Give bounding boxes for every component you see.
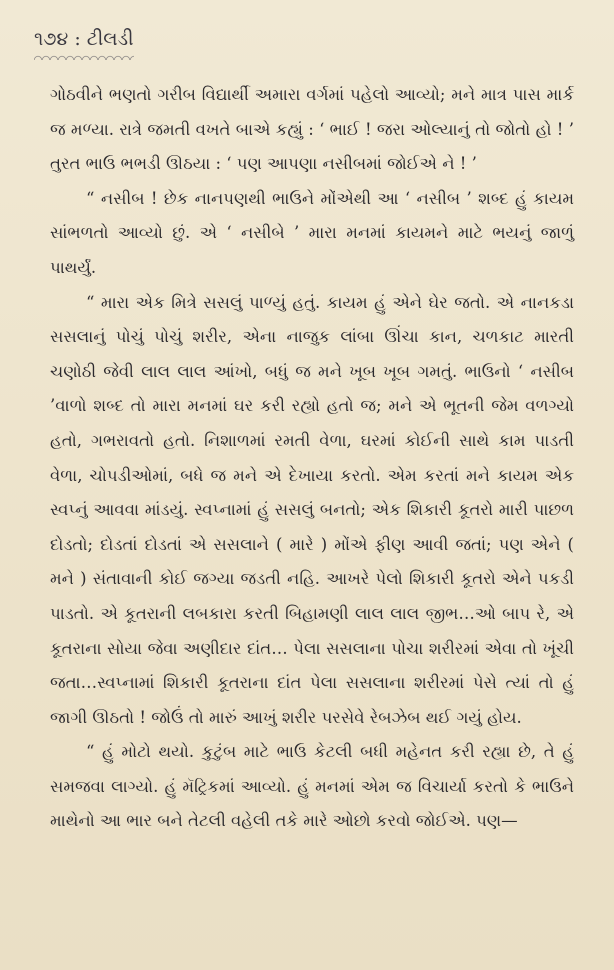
page-number-and-title: ૧૭૪ : ટીલડી: [34, 28, 134, 50]
wavy-underline: [34, 54, 134, 60]
paragraph: ગોઠવીને ભણતો ગરીબ વિદ્યાર્થી અમારા વર્ગમાં પહેલો આવ્યો; મને માત્ર પાસ માર્ક જ મળ્યા. રાત્રે જમતી વખતે બાએ કહ્યું : ‘ ભાઈ ! જરા ઓલ્યાનું તો જોતો હો ! ’ તુરત ભાઉ ભભડી ઊઠયા : ‘ પણ આપણા નસીબમાં જોઈએ ને ! ’: [50, 85, 574, 174]
paragraph: “ હું મોટો થયો. કુટુંબ માટે ભાઉ કેટલી બધી મહેનત કરી રહ્યા છે, તે હું સમજવા લાગ્યો. હું મૅટ્રિકમાં આવ્યો. હું મનમાં એમ જ વિચાર્યા કરતો કે ભાઉને માથેનો આ ભાર બને તેટલી વહેલી તકે મારે ઓછો કરવો જોઈએ. પણ—: [50, 742, 574, 831]
paragraph: “ નસીબ ! છેક નાનપણથી ભાઉને મોંએથી આ ‘ નસીબ ’ શબ્દ હું કાયમ સાંભળતો આવ્યો છું. એ ‘ નસીબે ’ મારા મનમાં કાયમને માટે ભયનું જાળું પાથર્યું.: [50, 188, 574, 277]
chapter-text: [50, 78, 574, 839]
page-header: [34, 26, 134, 60]
paragraph: “ મારા એક મિત્રે સસલું પાળ્યું હતું. કાયમ હું એને ઘેર જતો. એ નાનકડા સસલાનું પોચું પોચું શરીર, એના નાજુક લાંબા ઊંચા કાન, ચળકાટ મારતી ચણોઠી જેવી લાલ લાલ આંખો, બધું જ મને ખૂબ ખૂબ ગમતું. ભાઉનો ‘ નસીબ ’વાળો શબ્દ તો મારા મનમાં ઘર કરી રહ્યો હતો જ; મને એ ભૂતની જેમ વળગ્યો હતો, ગભરાવતો હતો. નિશાળમાં રમતી વેળા, ઘરમાં કોઈની સાથે કામ પાડતી વેળા, ચોપડીઓમાં, બધે જ મને એ દેખાયા કરતો. એમ કરતાં મને કાયમ એક સ્વપ્નું આવવા માંડયું. સ્વપ્નામાં હું સસલું બનતો; એક શિકારી કૂતરો મારી પાછળ દોડતો; દોડતાં દોડતાં એ સસલાને ( મારે ) મોંએ ફીણ આવી જતાં; પણ એને ( મને ) સંતાવાની કોઈ જગ્યા જડતી નહિ. આખરે પેલો શિકારી કૂતરો એને પકડી પાડતો. એ કૂતરાની લબકારા કરતી બિહામણી લાલ લાલ જીભ…ઓ બાપ રે, એ કૂતરાના સોયા જેવા અણીદાર દાંત… પેલા સસલાના પોચા શરીરમાં એવા તો ખૂંચી જતા…સ્વપ્નામાં શિકારી કૂતરાના દાંત પેલા સસલાના શરીરમાં પેસે ત્યાં તો હું જાગી ઊઠતો ! જોઉં તો મારું આખું શરીર પરસેવે રેબઝેબ થઈ ગયું હોય.: [50, 292, 574, 727]
